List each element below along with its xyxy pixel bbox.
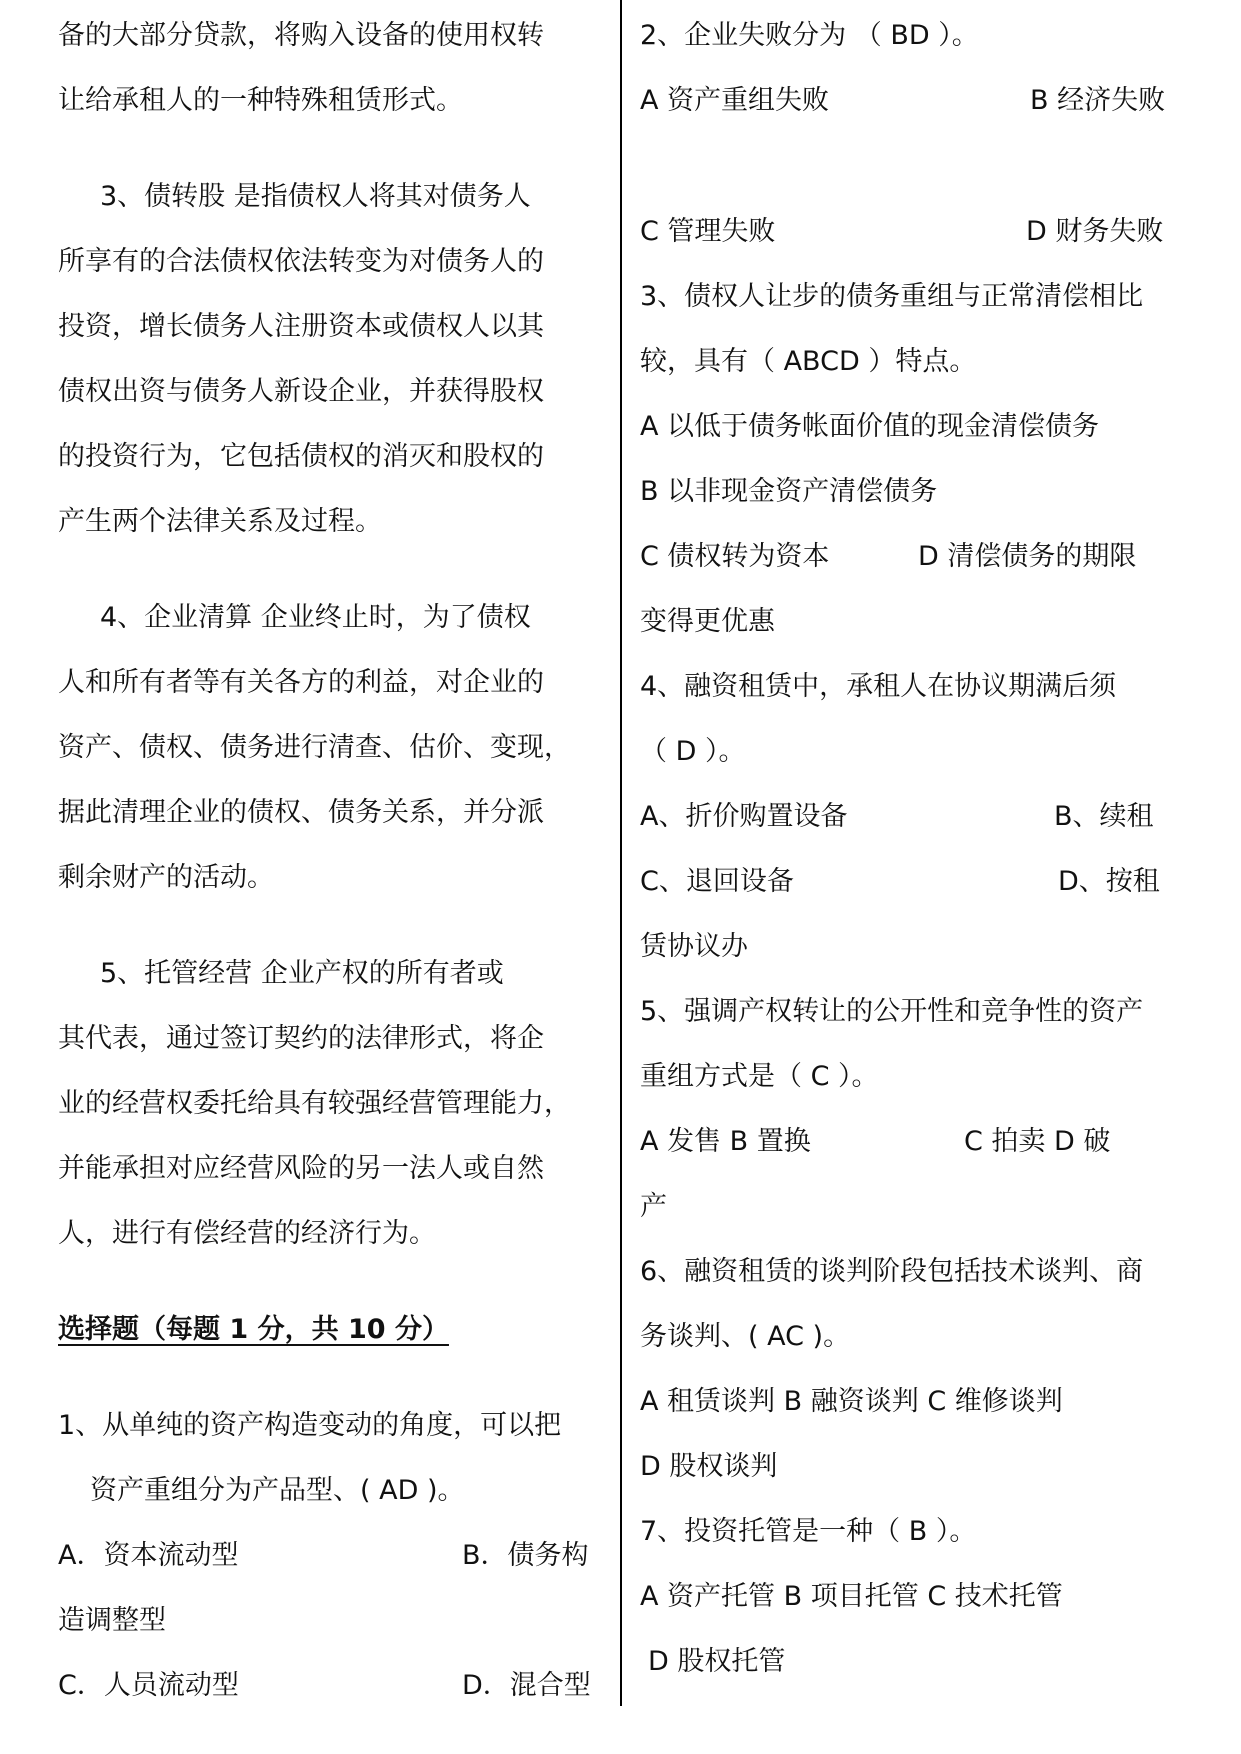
text-line xyxy=(640,18,979,54)
text-run: A 以低于债务帐面价值的现金清偿债务 xyxy=(640,411,1100,442)
text-run: 5、强调产权转让的公开性和竞争性的资产 xyxy=(640,996,1144,1027)
text-run: 务谈判、( AC )。 xyxy=(640,1321,851,1352)
text-run: 资产重组分为产品型、( AD )。 xyxy=(90,1475,465,1506)
text-run: 6、融资租赁的谈判阶段包括技术谈判、商 xyxy=(640,1256,1144,1287)
text-run: B、续租 xyxy=(1054,801,1154,832)
text-run: 所享有的合法债权依法转变为对债务人的 xyxy=(58,246,544,277)
text-line xyxy=(58,1603,166,1639)
text-line xyxy=(640,539,1137,575)
text-line xyxy=(58,1538,589,1574)
text-run: C 债权转为资本 xyxy=(640,541,830,572)
text-line xyxy=(58,730,571,766)
text-run: A 发售 B 置换 xyxy=(640,1126,811,1157)
text-line xyxy=(640,214,1164,250)
text-run: A、折价购置设备 xyxy=(640,801,848,832)
text-run: 赁协议办 xyxy=(640,931,748,962)
text-line xyxy=(58,83,463,119)
text-run: 1、从单纯的资产构造变动的角度，可以把 xyxy=(58,1410,562,1441)
text-run: 业的经营权委托给具有较强经营管理能力， xyxy=(58,1088,571,1119)
text-run: 产 xyxy=(640,1191,667,1222)
text-run: B．债务构 xyxy=(462,1540,589,1571)
text-line xyxy=(640,734,745,770)
text-run: 2、企业失败分为 （ BD ）。 xyxy=(640,20,979,51)
text-line xyxy=(640,1384,1063,1420)
text-run: 较，具有（ ABCD ）特点。 xyxy=(640,346,977,377)
text-line xyxy=(58,1151,544,1187)
text-line xyxy=(640,799,1154,835)
text-line xyxy=(640,994,1143,1030)
text-line xyxy=(58,309,544,345)
text-line xyxy=(640,604,775,640)
section-heading xyxy=(58,1312,449,1348)
text-run: 3、债转股 是指债权人将其对债务人 xyxy=(100,181,531,212)
text-run: 人，进行有偿经营的经济行为。 xyxy=(58,1218,436,1249)
text-line xyxy=(100,179,531,215)
text-run: C、退回设备 xyxy=(640,866,794,897)
text-run: B 经济失败 xyxy=(1030,85,1166,116)
text-run: 选择题（每题 1 分，共 10 分） xyxy=(58,1314,449,1345)
text-line xyxy=(640,279,1143,315)
text-line xyxy=(58,1408,561,1444)
text-run: 让给承租人的一种特殊租赁形式。 xyxy=(58,85,463,116)
text-line xyxy=(58,1668,591,1704)
text-run: 4、融资租赁中，承租人在协议期满后须 xyxy=(640,671,1117,702)
text-line xyxy=(640,1449,777,1485)
text-line xyxy=(640,864,1160,900)
text-line xyxy=(640,1124,1111,1160)
text-line xyxy=(640,409,1099,445)
column-divider xyxy=(620,0,622,1706)
text-line xyxy=(640,83,1166,119)
text-line xyxy=(58,18,544,54)
text-line xyxy=(640,669,1116,705)
text-run: D 财务失败 xyxy=(1026,216,1164,247)
text-line xyxy=(640,1189,667,1225)
text-run: 的投资行为，它包括债权的消灭和股权的 xyxy=(58,441,544,472)
text-run: 人和所有者等有关各方的利益，对企业的 xyxy=(58,667,544,698)
text-line xyxy=(640,474,937,510)
text-run: 其代表，通过签订契约的法律形式，将企 xyxy=(58,1023,544,1054)
text-line xyxy=(58,1216,436,1252)
text-line xyxy=(58,244,544,280)
text-run: C 拍卖 D 破 xyxy=(964,1126,1111,1157)
text-line xyxy=(640,1254,1143,1290)
text-line xyxy=(640,344,976,380)
text-line xyxy=(58,1086,571,1122)
text-line xyxy=(58,795,544,831)
text-run: 资产、债权、债务进行清查、估价、变现， xyxy=(58,732,571,763)
text-run: 并能承担对应经营风险的另一法人或自然 xyxy=(58,1153,544,1184)
text-line xyxy=(58,1021,544,1057)
text-run: 剩余财产的活动。 xyxy=(58,862,274,893)
text-run: D 清偿债务的期限 xyxy=(918,541,1137,572)
text-run: A 资产重组失败 xyxy=(640,85,830,116)
text-run: D 股权谈判 xyxy=(640,1451,778,1482)
text-line xyxy=(640,1059,879,1095)
text-run: 据此清理企业的债权、债务关系，并分派 xyxy=(58,797,544,828)
text-line xyxy=(58,374,544,410)
text-run: A 租赁谈判 B 融资谈判 C 维修谈判 xyxy=(640,1386,1063,1417)
text-line xyxy=(640,1514,976,1550)
text-run: 重组方式是（ C ）。 xyxy=(640,1061,879,1092)
text-run: A 资产托管 B 项目托管 C 技术托管 xyxy=(640,1581,1063,1612)
text-line xyxy=(640,929,748,965)
text-run: 债权出资与债务人新设企业，并获得股权 xyxy=(58,376,544,407)
text-run: B 以非现金资产清偿债务 xyxy=(640,476,938,507)
text-run: 产生两个法律关系及过程。 xyxy=(58,506,382,537)
text-run: D、按租 xyxy=(1058,866,1160,897)
text-line xyxy=(640,1319,850,1355)
text-run: 造调整型 xyxy=(58,1605,166,1636)
text-run: 3、债权人让步的债务重组与正常清偿相比 xyxy=(640,281,1144,312)
text-run: D．混合型 xyxy=(462,1670,591,1701)
text-line xyxy=(100,956,504,992)
text-run: A．资本流动型 xyxy=(58,1540,239,1571)
text-line xyxy=(640,1579,1063,1615)
text-line xyxy=(58,439,544,475)
text-run: C 管理失败 xyxy=(640,216,776,247)
text-run: （ D ）。 xyxy=(640,736,746,767)
text-line xyxy=(648,1644,785,1680)
text-run: 5、托管经营 企业产权的所有者或 xyxy=(100,958,504,989)
text-line xyxy=(58,860,274,896)
text-run: D 股权托管 xyxy=(648,1646,786,1677)
text-run: 投资，增长债务人注册资本或债权人以其 xyxy=(58,311,544,342)
text-line xyxy=(58,665,544,701)
text-run: C．人员流动型 xyxy=(58,1670,239,1701)
text-run: 4、企业清算 企业终止时，为了债权 xyxy=(100,602,531,633)
text-run: 备的大部分贷款，将购入设备的使用权转 xyxy=(58,20,544,51)
text-run: 7、投资托管是一种（ B ）。 xyxy=(640,1516,977,1547)
text-line xyxy=(90,1473,465,1509)
text-run: 变得更优惠 xyxy=(640,606,775,637)
text-line xyxy=(100,600,531,636)
text-line xyxy=(58,504,382,540)
